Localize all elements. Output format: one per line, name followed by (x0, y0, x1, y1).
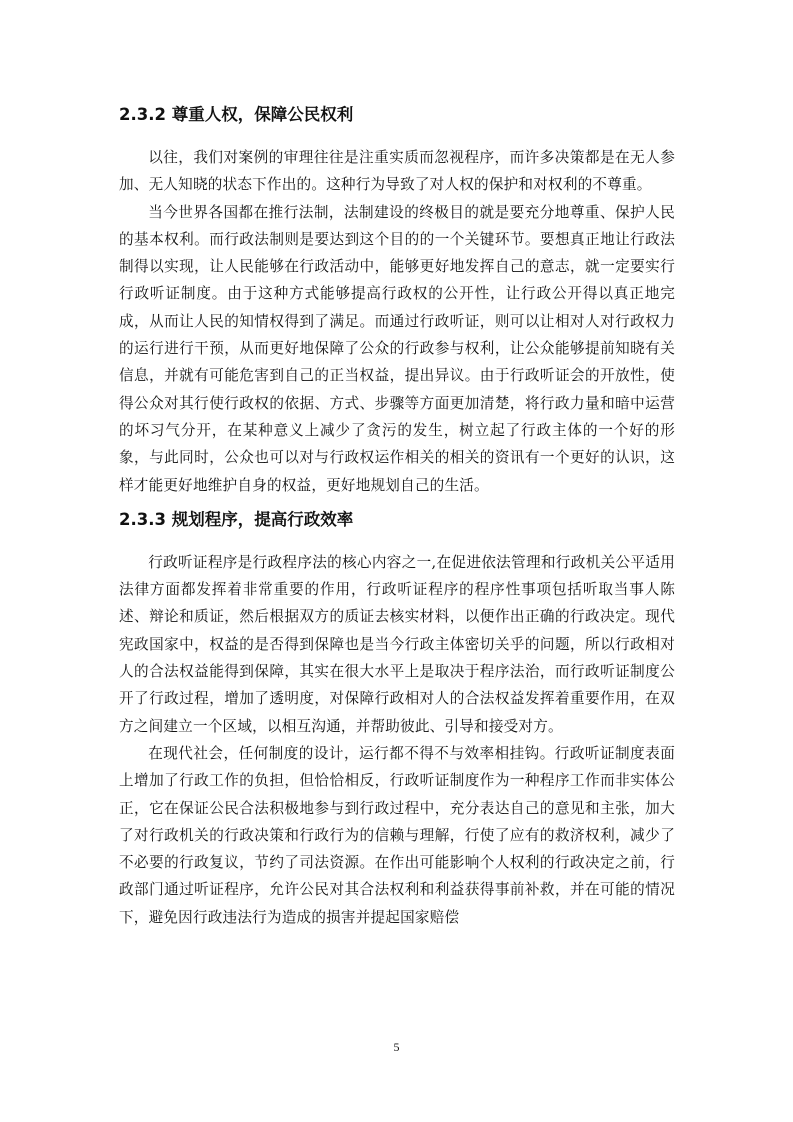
page-content (119, 100, 675, 931)
paragraph: 当今世界各国都在推行法制，法制建设的终极目的就是要充分地尊重、保护人民的基本权利。而行政法制则是要达到这个目的的一个关键环节。要想真正地让行政法制得以实现，让人民能够在行政活动中，能够更好地发挥自己的意志，就一定要实行行政听证制度。由于这种方式能够提高行政权的公开性，让行政公开得以真正地完成，从而让人民的知情权得到了满足。而通过行政听证，则可以让相对人对行政权力的运行进行干预，从而更好地保障了公众的行政参与权利，让公众能够提前知晓有关信息，并就有可能危害到自己的正当权益，提出异议。由于行政听证会的开放性，使得公众对其行使行政权的依据、方式、步骤等方面更加清楚，将行政力量和暗中运营的坏习气分开，在某种意义上减少了贪污的发生，树立起了行政主体的一个好的形象，与此同时，公众也可以对与行政权运作相关的相关的资讯有一个更好的认识，这样才能更好地维护自身的权益，更好地规划自己的生活。 (119, 203, 675, 494)
page-number: 5 (393, 1040, 400, 1054)
paragraph: 行政听证程序是行政程序法的核心内容之一,在促进依法管理和行政机关公平适用法律方面都发挥着非常重要的作用，行政听证程序的程序性事项包括听取当事人陈述、辩论和质证，然后根据双方的质证去核实材料，以便作出正确的行政决定。现代宪政国家中，权益的是否得到保障也是当今行政主体密切关乎的问题，所以行政相对人的合法权益能得到保障，其实在很大水平上是取决于程序法治，而行政听证制度公开了行政过程，增加了透明度，对保障行政相对人的合法权益发挥着重要作用，在双方之间建立一个区域，以相互沟通，并帮助彼此、引导和接受对方。 (119, 553, 675, 735)
section-heading-2-3-2: 2.3.2 尊重人权，保障公民权利 (119, 105, 354, 124)
section-heading-2-3-3: 2.3.3 规划程序，提高行政效率 (119, 509, 354, 529)
paragraph: 在现代社会，任何制度的设计，运行都不得不与效率相挂钩。行政听证制度表面上增加了行政工作的负担，但恰恰相反，行政听证制度作为一种程序工作而非实体公正，它在保证公民合法积极地参与到行政过程中，充分表达自己的意见和主张，加大了对行政机关的行政决策和行政行为的信赖与理解，行使了应有的救济权利，减少了不必要的行政复议，节约了司法资源。在作出可能影响个人权利的行政决定之前，行政部门通过听证程序，允许公民对其合法权利和利益获得事前补救，并在可能的情况下，避免因行政违法行为造成的损害并提起国家赔偿 (119, 744, 675, 926)
paragraph: 以往，我们对案例的审理往往是注重实质而忽视程序，而许多决策都是在无人参加、无人知晓的状态下作出的。这种行为导致了对人权的保护和对权利的不尊重。 (119, 149, 675, 194)
